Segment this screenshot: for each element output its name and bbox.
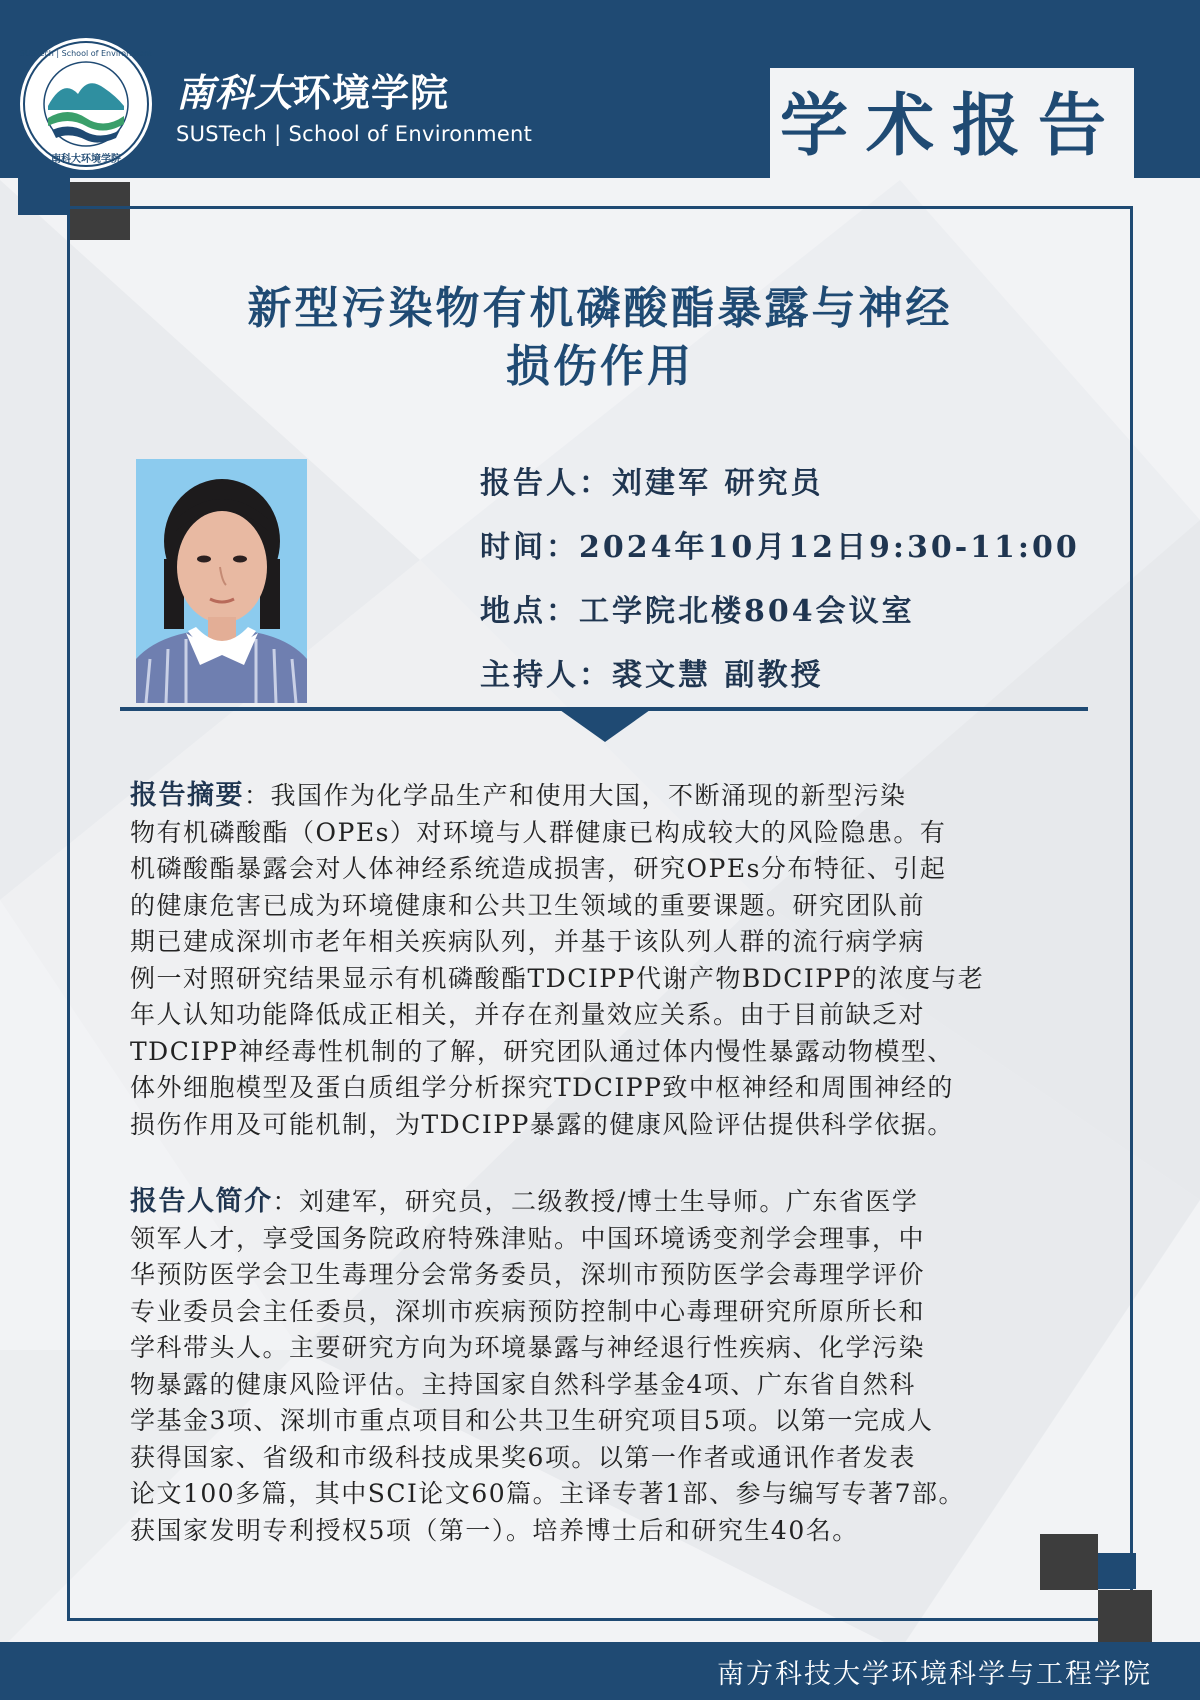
speaker-row [480,458,823,502]
school-logo [18,36,154,172]
bio-line-5: 物暴露的健康风险评估。主持国家自然科学基金4项、广东省自然科 [130,1369,916,1399]
school-name-en: SUSTech | School of Environment [176,122,533,146]
abstract-line-0: ：我国作为化学品生产和使用大国，不断涌现的新型污染 [244,781,907,810]
logo-ring-text: SUSTech | School of Environment [19,49,153,58]
talk-title-line1: 新型污染物有机磷酸酯暴露与神经 [247,283,953,334]
abstract-line-3: 的健康危害已成为环境健康和公共卫生领域的重要课题。研究团队前 [130,890,926,920]
logo-ring-cn: 南科大环境学院 [51,154,121,165]
speaker-value: 刘建军 研究员 [612,466,824,501]
bio-section [130,1184,1070,1549]
footer-text: 南方科技大学环境科学与工程学院 [717,1659,1152,1690]
place-label: 地点： [480,594,579,629]
abstract-line-6: 年人认知功能降低成正相关，并存在剂量效应关系。由于目前缺乏对 [130,1000,926,1029]
abstract-line-2: 机磷酸酯暴露会对人体神经系统造成损害，研究OPEs分布特征、引起 [130,854,947,883]
bio-line-7: 获得国家、省级和市级科技成果奖6项。以第一作者或通讯作者发表 [130,1442,916,1472]
talk-title-line2: 损伤作用 [506,341,694,392]
talk-title [120,280,1080,396]
decor-square-bottom-right-2 [1098,1590,1152,1642]
decor-square-bottom-right-blue [1098,1553,1136,1589]
bio-line-9: 获国家发明专利授权5项（第一）。培养博士后和研究生40名。 [130,1515,859,1545]
abstract-line [130,778,1070,815]
speaker-photo [136,459,307,703]
host-value: 裘文慧 副教授 [612,658,824,693]
place-value: 工学院北楼804会议室 [579,594,915,629]
time-row [480,522,1080,566]
divider-pointer [560,710,650,742]
time-label: 时间： [480,530,579,565]
host-label: 主持人： [480,658,612,693]
bio-line-8: 论文100多篇，其中SCI论文60篇。主译专著1部、参与编写专著7部。 [130,1479,965,1508]
host-row [480,650,823,694]
bio-line-3: 专业委员会主任委员，深圳市疾病预防控制中心毒理研究所原所长和 [130,1296,926,1326]
abstract-line-8: 体外细胞模型及蛋白质组学分析探究TDCIPP致中枢神经和周围神经的 [130,1073,954,1102]
speaker-label: 报告人： [480,466,612,501]
abstract-section [130,778,1070,1143]
bio-heading: 报告人简介 [130,1186,273,1217]
abstract-line-1: 物有机磷酸酯（OPEs）对环境与人群健康已构成较大的风险隐患。有 [130,817,947,847]
abstract-heading: 报告摘要 [130,780,244,811]
decor-square-bottom-right-1 [1040,1534,1098,1590]
school-name-brush: 南科大 [176,70,294,115]
bio-line-6: 学基金3项、深圳市重点项目和公共卫生研究项目5项。以第一完成人 [130,1406,934,1435]
school-name-rest: 环境学院 [293,70,450,115]
bio-line-1: 领军人才，享受国务院政府特殊津贴。中国环境诱变剂学会理事，中 [130,1223,926,1253]
bio-line-0: ：刘建军，研究员，二级教授/博士生导师。广东省医学 [272,1187,919,1216]
bio-line-4: 学科带头人。主要研究方向为环境暴露与神经退行性疾病、化学污染 [130,1333,926,1362]
place-row [480,586,915,630]
bio-line-2: 华预防医学会卫生毒理分会常务委员，深圳市预防医学会毒理学评价 [130,1260,926,1289]
abstract-line-9: 损伤作用及可能机制，为TDCIPP暴露的健康风险评估提供科学依据。 [130,1109,954,1139]
report-label: 学术报告 [779,86,1124,166]
school-name-cn [176,62,449,117]
time-value: 2024年10月12日9:30-11:00 [579,530,1080,565]
bio-line [130,1184,1070,1221]
abstract-line-5: 例一对照研究结果显示有机磷酸酯TDCIPP代谢产物BDCIPP的浓度与老 [130,963,985,993]
abstract-line-4: 期已建成深圳市老年相关疾病队列，并基于该队列人群的流行病学病 [130,927,926,956]
abstract-line-7: TDCIPP神经毒性机制的了解，研究团队通过体内慢性暴露动物模型、 [130,1036,954,1066]
